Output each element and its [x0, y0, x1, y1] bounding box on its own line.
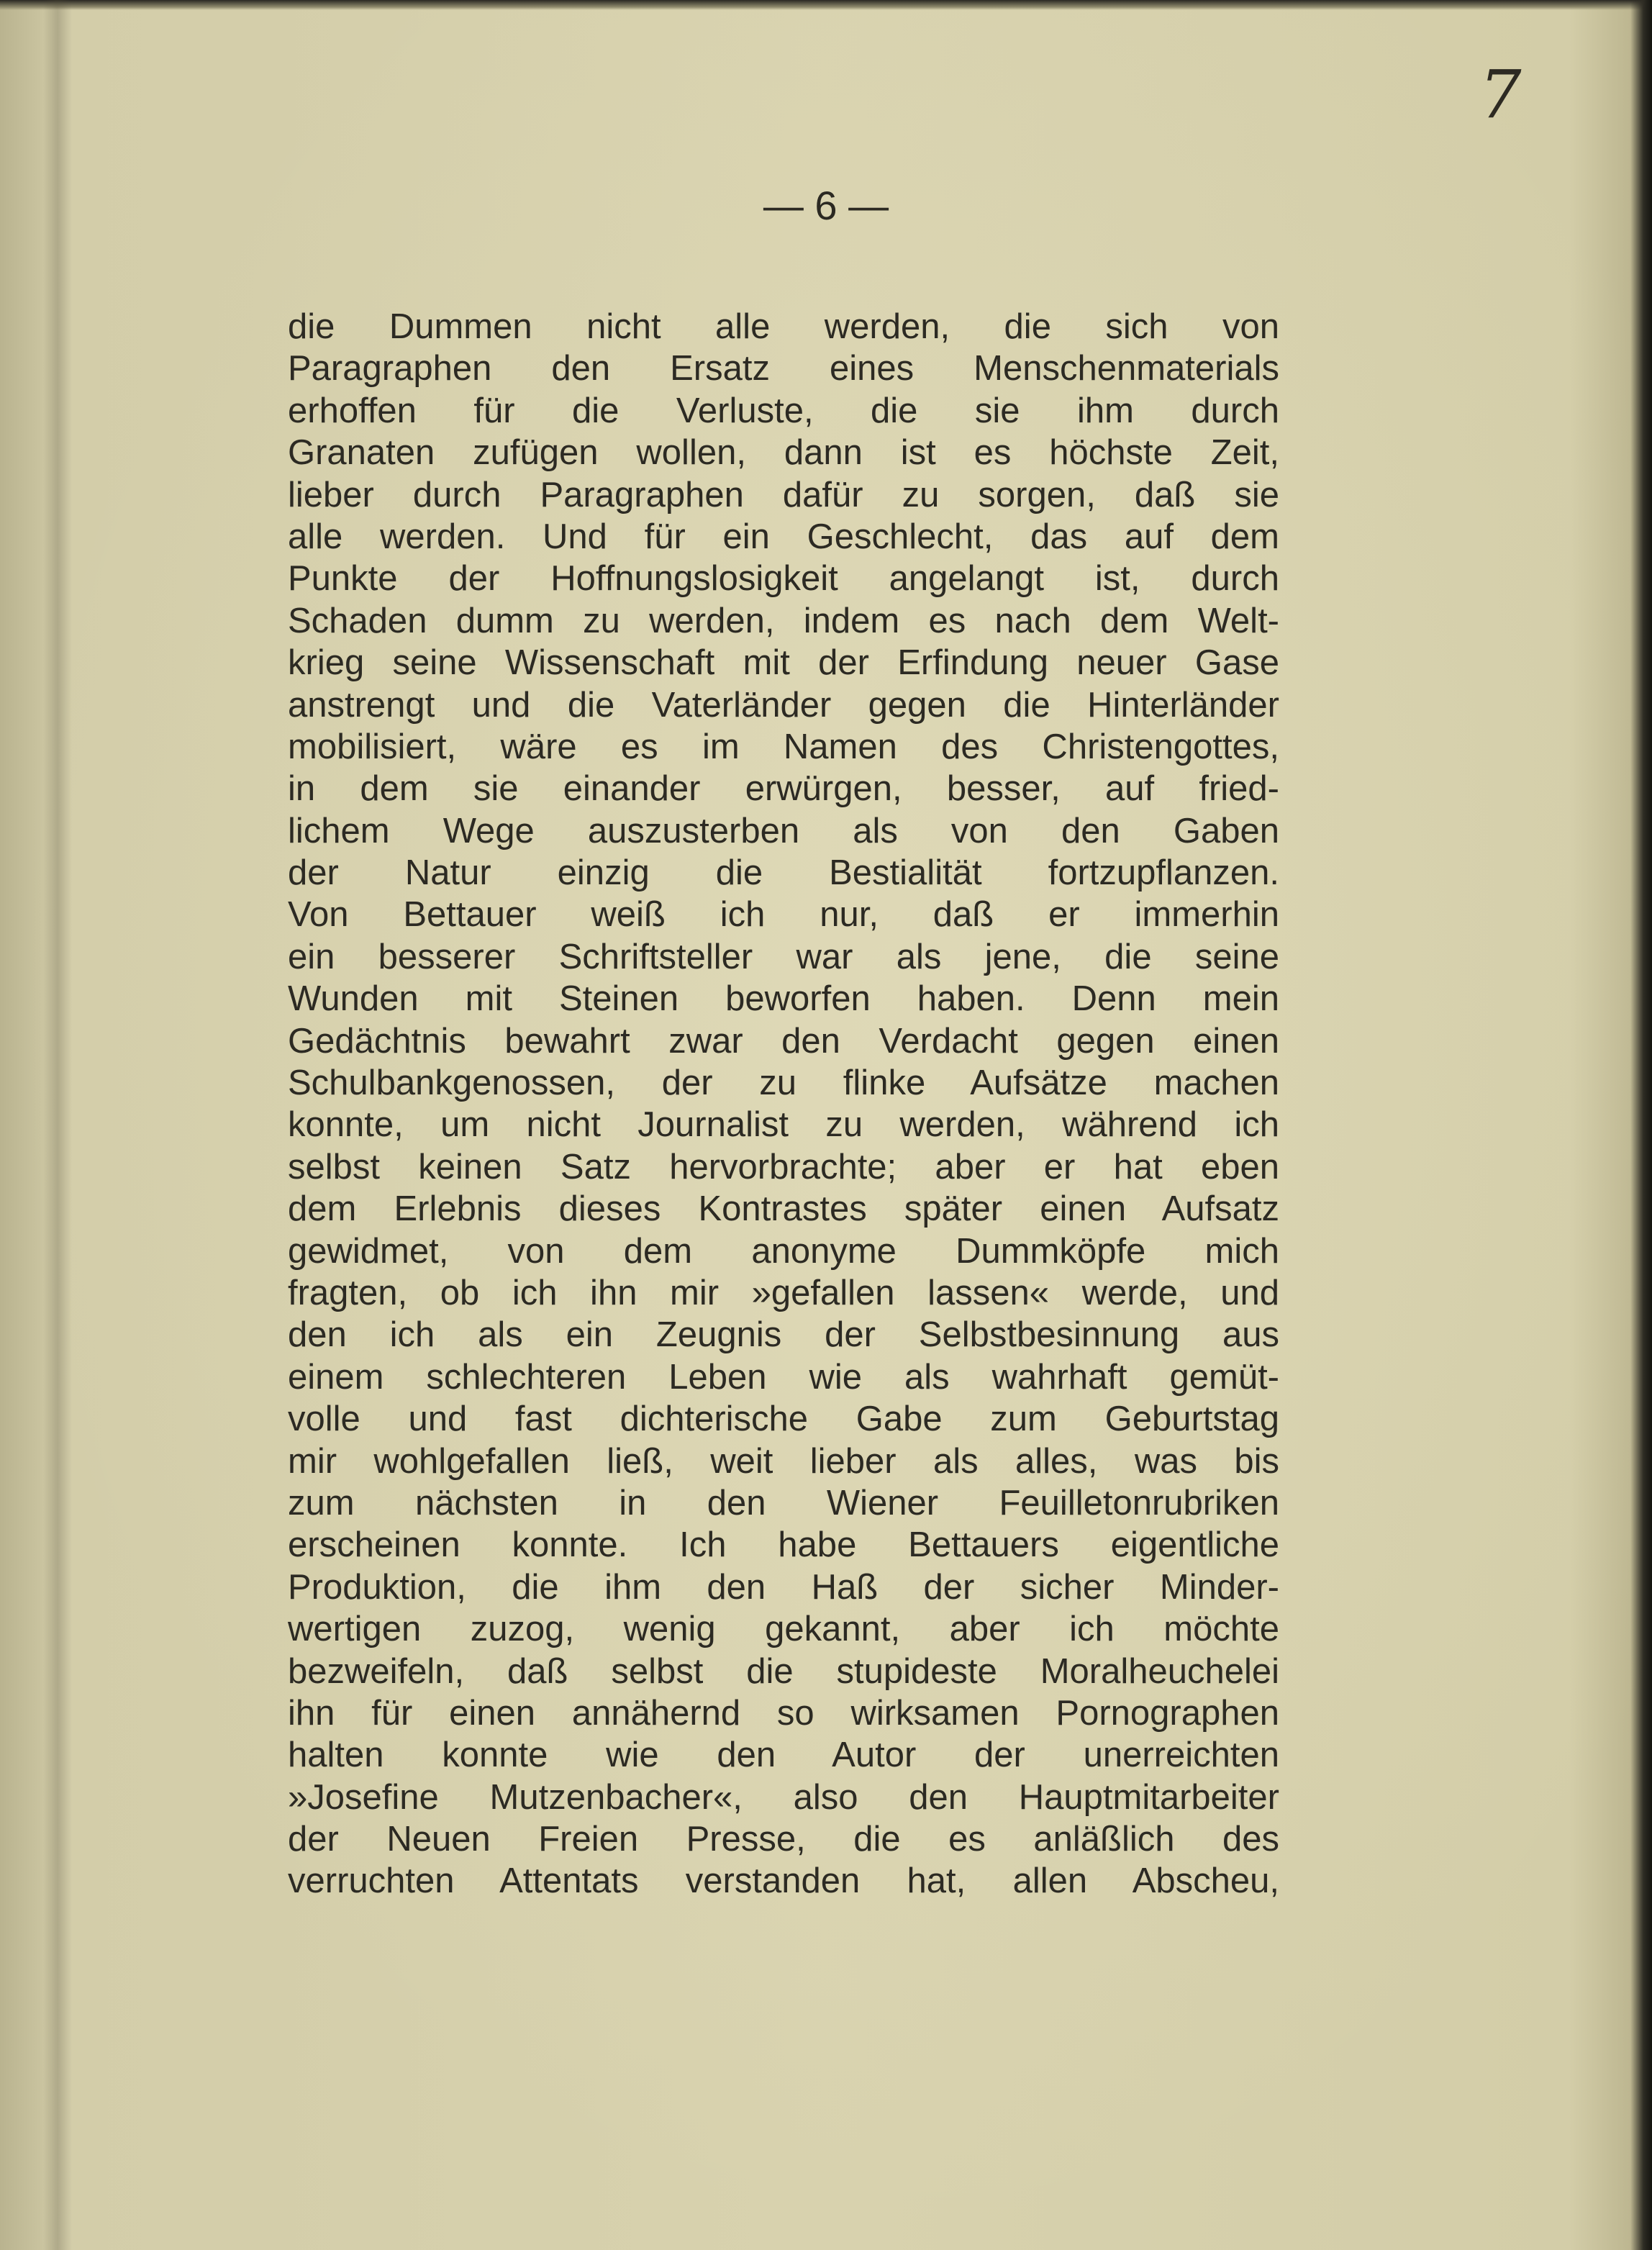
page-top-edge	[0, 0, 1652, 10]
text-line: Gedächtnis bewahrt zwar den Verdacht gegen einen	[288, 1021, 1279, 1061]
text-line: Schulbankgenossen, der zu flinke Aufsätze machen	[288, 1063, 1279, 1103]
text-line: fragten, ob ich ihn mir »gefallen lassen« werde, und	[288, 1273, 1279, 1312]
text-line: mir wohlgefallen ließ, weit lieber als alles, was bis	[288, 1441, 1279, 1481]
text-line: erhoffen für die Verluste, die sie ihm durch	[288, 391, 1279, 430]
handwritten-folio-number: 7	[1479, 56, 1522, 133]
text-line: bezweifeln, daß selbst die stupideste Moralheuchelei	[288, 1651, 1279, 1691]
text-line: verruchten Attentats verstanden hat, allen Abscheu,	[288, 1861, 1279, 1901]
text-line: alle werden. Und für ein Geschlecht, das auf dem	[288, 517, 1279, 556]
text-line: krieg seine Wissenschaft mit der Erfindung neuer Gase	[288, 643, 1279, 683]
text-line: halten konnte wie den Autor der unerreichten	[288, 1736, 1279, 1775]
text-line: in dem sie einander erwürgen, besser, auf fried-	[288, 769, 1279, 809]
text-line: Punkte der Hoffnungslosigkeit angelangt ist, durch	[288, 559, 1279, 599]
text-line: lieber durch Paragraphen dafür zu sorgen, daß sie	[288, 475, 1279, 514]
text-line: zum nächsten in den Wiener Feuilletonrubriken	[288, 1483, 1279, 1523]
page-right-edge	[1630, 0, 1652, 2250]
text-line: Granaten zufügen wollen, dann ist es höchste Zeit,	[288, 433, 1279, 473]
text-line: konnte, um nicht Journalist zu werden, während ich	[288, 1105, 1279, 1145]
text-line: einem schlechteren Leben wie als wahrhaft gemüt-	[288, 1357, 1279, 1397]
text-line: selbst keinen Satz hervorbrachte; aber er hat eben	[288, 1147, 1279, 1187]
text-line: volle und fast dichterische Gabe zum Geburtstag	[288, 1400, 1279, 1439]
text-line: anstrengt und die Vaterländer gegen die Hinterländer	[288, 685, 1279, 725]
body-text	[288, 306, 1279, 1902]
text-line: erscheinen konnte. Ich habe Bettauers eigentliche	[288, 1525, 1279, 1565]
text-line: der Natur einzig die Bestialität fortzupflanzen.	[288, 853, 1279, 893]
page-number: — 6 —	[763, 183, 889, 228]
text-line: Produktion, die ihm den Haß der sicher Minder-	[288, 1567, 1279, 1607]
text-line: die Dummen nicht alle werden, die sich von	[288, 307, 1279, 346]
text-line: Von Bettauer weiß ich nur, daß er immerhin	[288, 895, 1279, 935]
text-line: der Neuen Freien Presse, die es anläßlich des	[288, 1820, 1279, 1859]
text-line: lichem Wege auszusterben als von den Gaben	[288, 811, 1279, 850]
text-line: mobilisiert, wäre es im Namen des Christengottes,	[288, 727, 1279, 766]
text-line: gewidmet, von dem anonyme Dummköpfe mich	[288, 1231, 1279, 1271]
text-line: wertigen zuzog, wenig gekannt, aber ich möchte	[288, 1610, 1279, 1649]
text-line: Wunden mit Steinen beworfen haben. Denn mein	[288, 979, 1279, 1019]
text-line: dem Erlebnis dieses Kontrastes später einen Aufsatz	[288, 1189, 1279, 1229]
text-line: »Josefine Mutzenbacher«, also den Hauptmitarbeiter	[288, 1777, 1279, 1817]
text-line: Schaden dumm zu werden, indem es nach dem Welt-	[288, 601, 1279, 640]
text-line: Paragraphen den Ersatz eines Menschenmaterials	[288, 349, 1279, 389]
text-line: ihn für einen annähernd so wirksamen Pornographen	[288, 1693, 1279, 1733]
text-line: den ich als ein Zeugnis der Selbstbesinnung aus	[288, 1315, 1279, 1355]
binding-gutter	[43, 0, 72, 2250]
text-line: ein besserer Schriftsteller war als jene, die seine	[288, 937, 1279, 976]
